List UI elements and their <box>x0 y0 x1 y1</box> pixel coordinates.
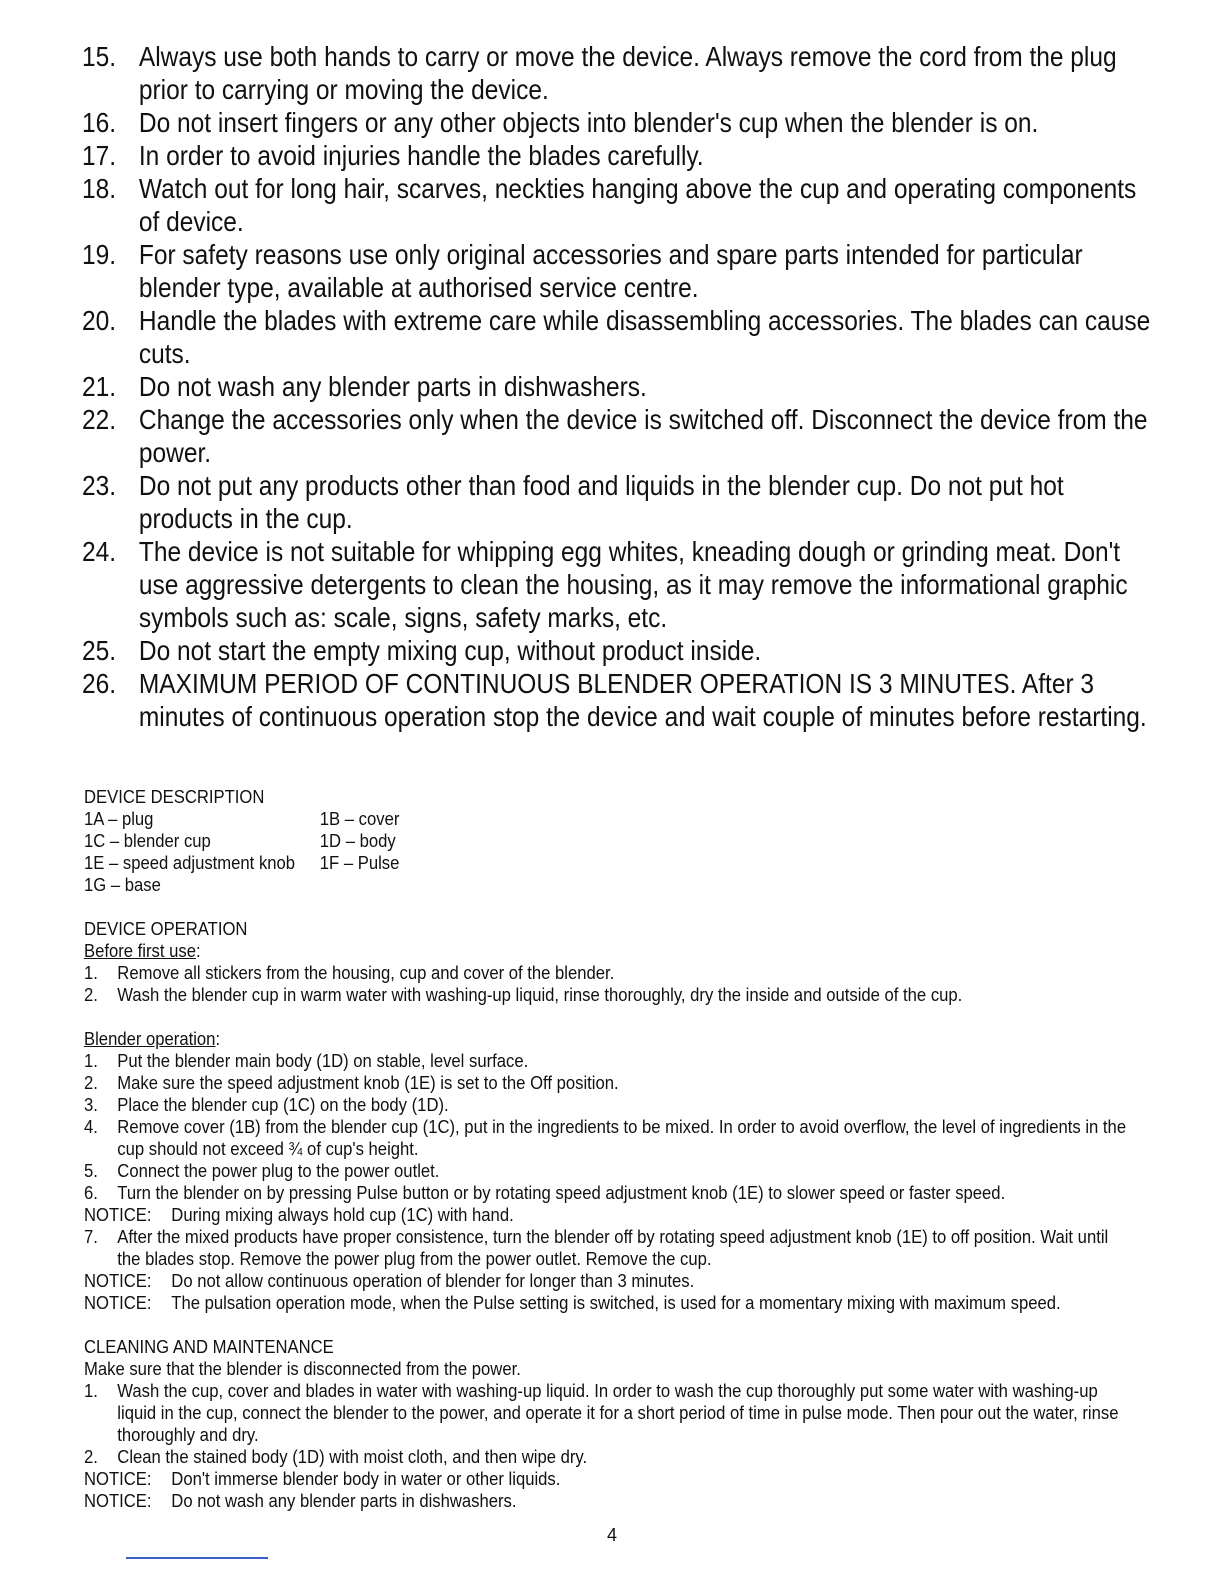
item-text: In order to avoid injuries handle the blades carefully. <box>138 140 704 171</box>
item-number: 6. <box>84 1182 98 1203</box>
safety-item <box>82 172 1162 238</box>
notice-text: During mixing always hold cup (1C) with hand. <box>171 1204 514 1225</box>
notice-label: NOTICE: <box>84 1292 152 1313</box>
item-text: Handle the blades with extreme care while disassembling accessories. The blades can cause cuts. <box>138 305 1151 369</box>
item-text: Do not wash any blender parts in dishwashers. <box>138 371 647 402</box>
item-number: 21. <box>82 371 117 402</box>
item-text: Remove all stickers from the housing, cup and cover of the blender. <box>117 962 615 983</box>
notice-label: NOTICE: <box>84 1490 152 1511</box>
notice <box>84 1490 1134 1512</box>
notice <box>84 1292 1134 1314</box>
item-number: 17. <box>82 140 117 171</box>
list-item <box>84 1050 1134 1072</box>
notice-label: NOTICE: <box>84 1270 152 1291</box>
list-item <box>84 1182 1134 1204</box>
cleaning-section <box>84 1336 1134 1512</box>
item-text: Do not put any products other than food and liquids in the blender cup. Do not put hot products in the cup. <box>138 470 1064 534</box>
cleaning-intro: Make sure that the blender is disconnected from the power. <box>84 1358 521 1379</box>
safety-item <box>82 139 1162 172</box>
item-number: 7. <box>84 1226 98 1247</box>
part-label: 1B – cover <box>319 808 400 829</box>
list-item <box>84 1446 1134 1468</box>
list-item <box>84 962 1134 984</box>
item-text: Do not start the empty mixing cup, without product inside. <box>138 635 762 666</box>
item-number: 3. <box>84 1094 98 1115</box>
page-number: 4 <box>606 1525 617 1545</box>
item-text: Place the blender cup (1C) on the body (1D). <box>117 1094 449 1115</box>
device-operation-heading: DEVICE OPERATION <box>84 918 248 939</box>
part-label: 1G – base <box>84 874 161 895</box>
list-item <box>84 1380 1134 1446</box>
item-number: 1. <box>84 1050 98 1071</box>
before-first-use-title: Before first use <box>84 940 196 961</box>
notice <box>84 1270 1134 1292</box>
item-number: 2. <box>84 1446 98 1467</box>
item-number: 1. <box>84 1380 98 1401</box>
item-number: 2. <box>84 984 98 1005</box>
notice-text: Don't immerse blender body in water or other liquids. <box>171 1468 561 1489</box>
part-label: 1D – body <box>319 830 396 851</box>
item-text: Watch out for long hair, scarves, neckties hanging above the cup and operating components of device. <box>138 173 1137 237</box>
item-number: 19. <box>82 239 117 270</box>
item-text: Change the accessories only when the device is switched off. Disconnect the device from the power. <box>138 404 1148 468</box>
item-text: Remove cover (1B) from the blender cup (1C), put in the ingredients to be mixed. In order to avoid overflow, the level of ingredients in the cup should not exceed ¾ of cup's height. <box>117 1116 1127 1159</box>
device-description-section <box>84 786 1134 896</box>
lower-sections <box>84 786 1134 1512</box>
item-number: 4. <box>84 1116 98 1137</box>
item-text: Put the blender main body (1D) on stable, level surface. <box>117 1050 529 1071</box>
list-item <box>84 1226 1134 1270</box>
item-text: Connect the power plug to the power outlet. <box>117 1160 440 1181</box>
item-number: 1. <box>84 962 98 983</box>
notice <box>84 1468 1134 1490</box>
item-number: 25. <box>82 635 117 666</box>
safety-item <box>82 535 1162 634</box>
item-number: 26. <box>82 668 117 699</box>
blender-operation-title: Blender operation <box>84 1028 216 1049</box>
list-item <box>84 1160 1134 1182</box>
item-number: 2. <box>84 1072 98 1093</box>
item-text: For safety reasons use only original accessories and spare parts intended for particular blender type, available at authorised service centre. <box>138 239 1083 303</box>
item-number: 5. <box>84 1160 98 1181</box>
notice-label: NOTICE: <box>84 1204 152 1225</box>
safety-item <box>82 469 1162 535</box>
safety-item <box>82 40 1162 106</box>
device-operation-section: DEVICE OPERATION Before first use: 1. Remove all stickers from the housing, cup and cover of the blender. 2. Wash the blender cup in warm water with washing-up liquid, rinse thoroughly, dry the inside and outside of the cup. <box>84 918 1134 1006</box>
list-item <box>84 1094 1134 1116</box>
item-text: Clean the stained body (1D) with moist cloth, and then wipe dry. <box>117 1446 588 1467</box>
item-text: Wash the blender cup in warm water with washing-up liquid, rinse thoroughly, dry the inside and outside of the cup. <box>117 984 963 1005</box>
item-text: Always use both hands to carry or move the device. Always remove the cord from the plug prior to carrying or moving the device. <box>138 41 1117 105</box>
parts-list <box>84 808 1134 896</box>
safety-instructions-list <box>82 40 1162 733</box>
notice-text: Do not allow continuous operation of blender for longer than 3 minutes. <box>171 1270 695 1291</box>
item-number: 23. <box>82 470 117 501</box>
item-text: MAXIMUM PERIOD OF CONTINUOUS BLENDER OPERATION IS 3 MINUTES. After 3 minutes of continuous operation stop the device and wait couple of minutes before restarting. <box>138 668 1147 732</box>
item-text: Make sure the speed adjustment knob (1E) is set to the Off position. <box>117 1072 619 1093</box>
item-text: Do not insert fingers or any other objects into blender's cup when the blender is on. <box>138 107 1039 138</box>
item-text: Wash the cup, cover and blades in water with washing-up liquid. In order to wash the cup thoroughly put some water with washing-up liquid in the cup, connect the blender to the power, and operate it for a short period of time in pulse mode. Then pour out the water, rinse thoroughly and dry. <box>117 1380 1119 1445</box>
notice-label: NOTICE: <box>84 1468 152 1489</box>
list-item <box>84 1072 1134 1094</box>
list-item <box>84 1116 1134 1160</box>
footer-divider <box>126 1557 268 1559</box>
part-label: 1C – blender cup <box>84 830 211 851</box>
blender-operation-section: Blender operation: 1. Put the blender main body (1D) on stable, level surface. 2. Make sure the speed adjustment knob (1E) is set to the Off position. 3. Place the blender cup (1C) on the body (1D). 4. Remove cover (1B) from the blender cup (1C), put in the ingredients to be mixed. In order to avoid overflow, the level of ingredients in the cup should not exceed ¾ of cup's height. 5. Connect the power plug to the power outlet. 6. Turn the blender on by pressing Pulse button or by rotating speed adjustment knob (1E) to slower speed or faster speed. NOTICE: During mixing always hold cup (1C) with hand. 7. After the mixed products have proper consistence, turn the blender off by rotating speed adjustment knob (1E) to off position. Wait until the blades stop. Remove the power plug from the power outlet. Remove the cup. NOTICE: Do not allow continuous operation of blender for longer than 3 minutes. NOTICE: The pulsation operation mode, when the Pulse setting is switched, is used for a momentary mixing with maximum speed. <box>84 1028 1134 1314</box>
item-text: After the mixed products have proper consistence, turn the blender off by rotating speed adjustment knob (1E) to off position. Wait until the blades stop. Remove the power plug from the power outlet. Remove the cup. <box>117 1226 1109 1269</box>
item-number: 15. <box>82 41 117 72</box>
item-text: The device is not suitable for whipping egg whites, kneading dough or grinding meat. Don't use aggressive detergents to clean the housing, as it may remove the informational graphic symbols such as: scale, signs, safety marks, etc. <box>138 536 1128 633</box>
notice <box>84 1204 1134 1226</box>
safety-item <box>82 238 1162 304</box>
cleaning-heading: CLEANING AND MAINTENANCE <box>84 1336 334 1357</box>
item-number: 18. <box>82 173 117 204</box>
safety-item <box>82 304 1162 370</box>
item-text: Turn the blender on by pressing Pulse button or by rotating speed adjustment knob (1E) to slower speed or faster speed. <box>117 1182 1006 1203</box>
item-number: 22. <box>82 404 117 435</box>
part-label: 1E – speed adjustment knob <box>84 852 296 873</box>
safety-item <box>82 370 1162 403</box>
item-number: 20. <box>82 305 117 336</box>
safety-item <box>82 106 1162 139</box>
notice-text: Do not wash any blender parts in dishwashers. <box>171 1490 517 1511</box>
item-number: 16. <box>82 107 117 138</box>
device-description-heading: DEVICE DESCRIPTION <box>84 786 265 807</box>
notice-text: The pulsation operation mode, when the Pulse setting is switched, is used for a momentary mixing with maximum speed. <box>171 1292 1061 1313</box>
part-label: 1A – plug <box>84 808 154 829</box>
part-label: 1F – Pulse <box>319 852 400 873</box>
safety-item <box>82 403 1162 469</box>
item-number: 24. <box>82 536 117 567</box>
safety-item <box>82 667 1162 733</box>
list-item <box>84 984 1134 1006</box>
safety-item <box>82 634 1162 667</box>
